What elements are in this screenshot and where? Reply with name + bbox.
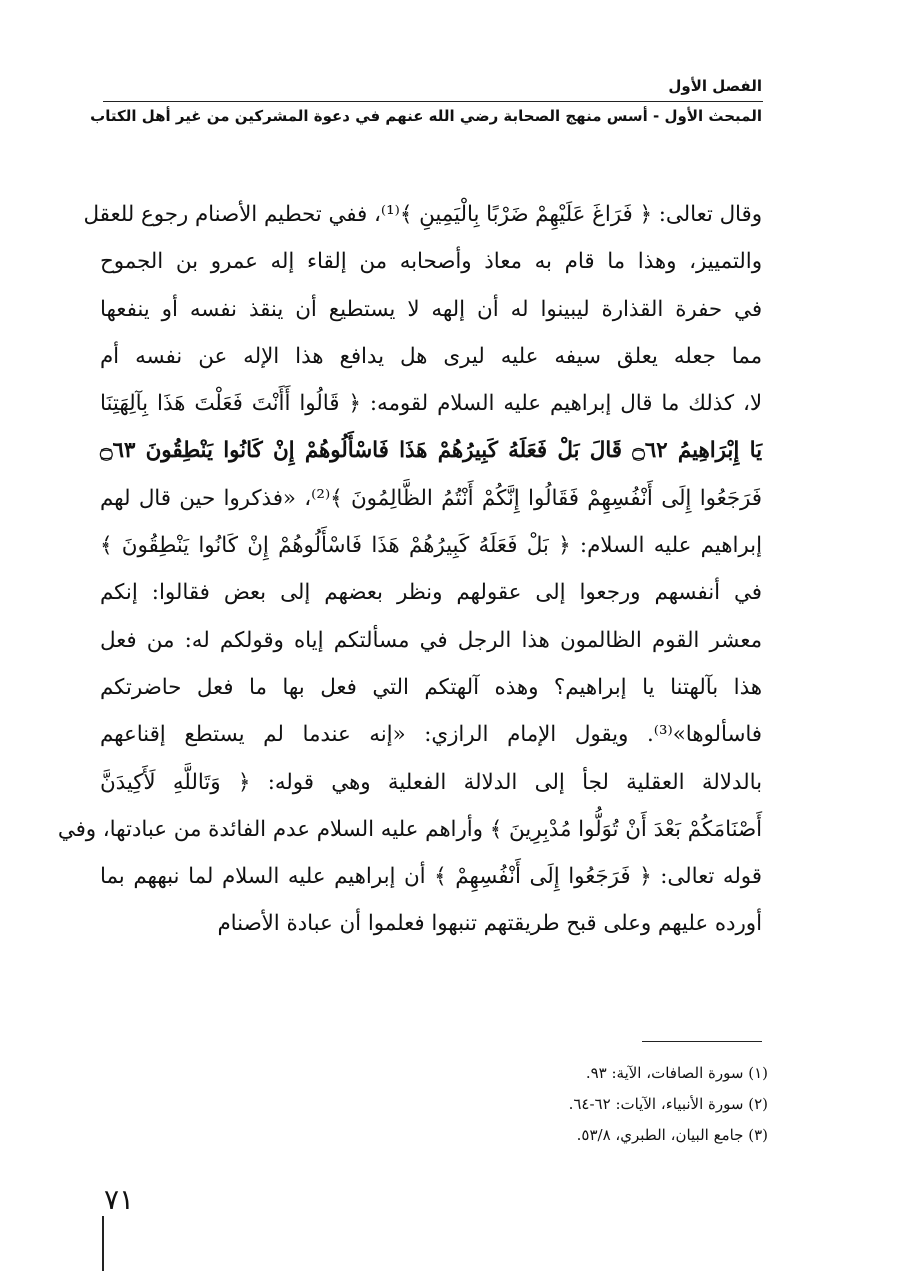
footnote-divider [642,1041,762,1042]
body-line: مما جعله يعلق سيفه عليه ليرى هل يدافع هذا الإله عن نفسه أم [100,343,762,369]
footnote: (١) سورة الصافات، الآية: ٩٣. [585,1064,768,1082]
body-line: أورده عليهم وعلى قبح طريقتهم تنبهوا فعلموا أن عبادة الأصنام [217,911,762,937]
body-line: في أنفسهم ورجعوا إلى عقولهم ونظر بعضهم إلى بعض فقالوا: إنكم [100,580,762,606]
page-number: ٧١ [104,1183,135,1216]
body-line: في حفرة القذارة ليبينوا له أن إلهه لا يستطيع أن ينقذ نفسه أو ينفعها [100,296,762,322]
body-line: إبراهيم عليه السلام: ﴿ بَلْ فَعَلَهُ كَبِيرُهُمْ هَذَا فَاسْأَلُوهُمْ إِنْ كَانُوا يَنْطِقُونَ ﴾ [100,533,762,559]
body-line: والتمييز، وهذا ما قام به معاذ وأصحابه من إلقاء إله عمرو بن الجموح [100,249,762,275]
body-line: بالدلالة العقلية لجأ إلى الدلالة الفعلية وهي قوله: ﴿ وَتَاللَّهِ لَأَكِيدَنَّ [100,769,762,795]
section-title: المبحث الأول - أسس منهج الصحابة رضي الله عنهم في دعوة المشركين من غير أهل الكتاب [90,107,762,125]
body-line: فاسألوها»⁽³⁾. ويقول الإمام الرازي: «إنه عندما لم يستطع إقناعهم [100,722,762,748]
header-divider [103,101,763,102]
body-text [57,191,762,948]
body-line: أَصْنَامَكُمْ بَعْدَ أَنْ تُوَلُّوا مُدْبِرِينَ ﴾ وأراهم عليه السلام عدم الفائدة من عبادتها، وفي [57,816,762,842]
body-line: لا، كذلك ما قال إبراهيم عليه السلام لقومه: ﴿ قَالُوا أَأَنْتَ فَعَلْتَ هَذَا بِآلِهَتِنَا [100,391,762,417]
body-line: هذا بآلهتنا يا إبراهيم؟ وهذه آلهتكم التي فعل بها ما فعل حاضرتكم [100,674,762,700]
margin-rule [102,1216,104,1271]
body-line: وقال تعالى: ﴿ فَرَاغَ عَلَيْهِمْ ضَرْبًا بِالْيَمِينِ ﴾⁽¹⁾، ففي تحطيم الأصنام رجوع للعقل [83,202,762,227]
body-line: قوله تعالى: ﴿ فَرَجَعُوا إِلَى أَنْفُسِهِمْ ﴾ أن إبراهيم عليه السلام لما نبههم بما [100,864,762,890]
footnote: (٢) سورة الأنبياء، الآيات: ٦٢-٦٤. [568,1095,768,1113]
body-line: معشر القوم الظالمون هذا الرجل في مسألتكم إياه وقولكم له: من فعل [100,627,762,653]
body-line: يَا إِبْرَاهِيمُ ۝٦٢ قَالَ بَلْ فَعَلَهُ كَبِيرُهُمْ هَذَا فَاسْأَلُوهُمْ إِنْ كَانُوا يَنْطِقُونَ ۝٦٣ [100,438,762,464]
body-line: فَرَجَعُوا إِلَى أَنْفُسِهِمْ فَقَالُوا إِنَّكُمْ أَنْتُمُ الظَّالِمُونَ ﴾⁽²⁾، «فذكروا حين قال لهم [100,485,762,511]
footnotes [569,1058,768,1151]
footnote: (٣) جامع البيان، الطبري، ٥٣/٨. [576,1126,768,1144]
chapter-title: الفصل الأول [668,77,762,95]
